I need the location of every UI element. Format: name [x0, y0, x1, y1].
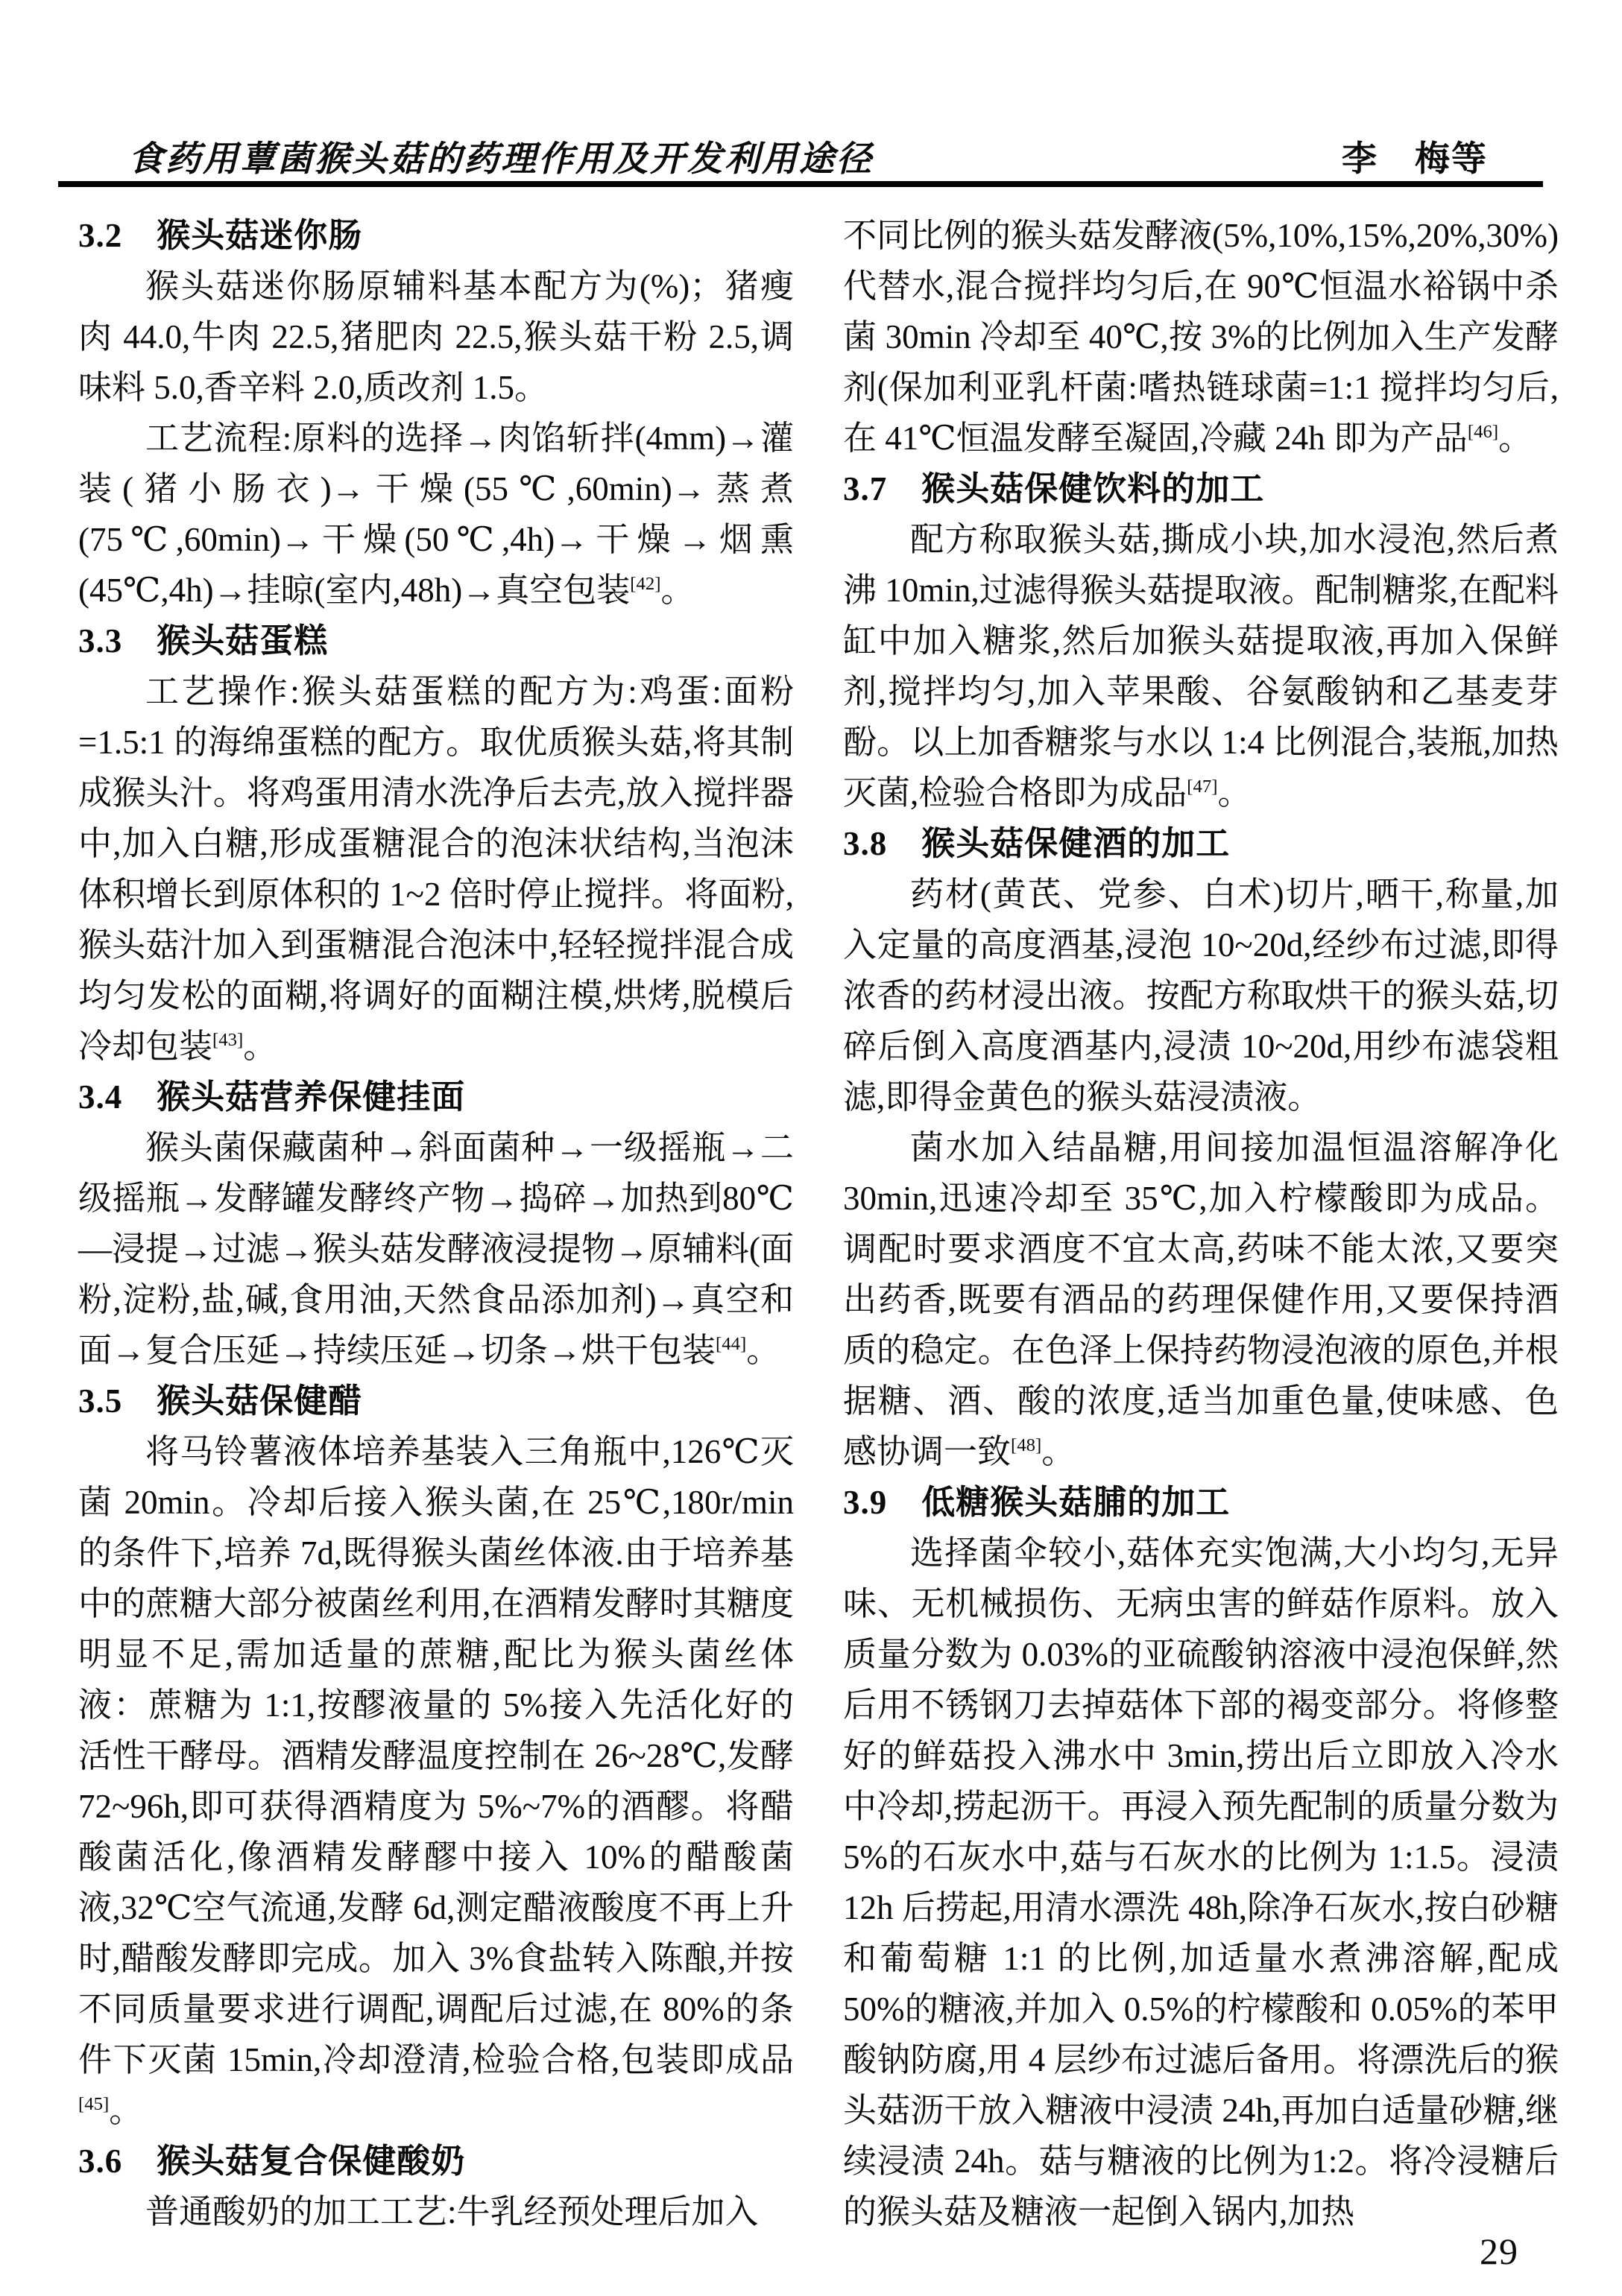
paragraph: 菌水加入结晶糖,用间接加温恒温溶解净化30min,迅速冷却至 35℃,加入柠檬酸即为成品。调配时要求酒度不宜太高,药味不能太浓,又要突出药香,既要有酒品的药理保健作用,又要保持酒质的稳定。在色泽上保持药物浸泡液的原色,并根据糖、酒、酸的浓度,适当加重色量,使味感、色感协调一致[48]。	[843, 1129, 1559, 1470]
section-heading-3.3	[78, 616, 794, 666]
section-title: 低糖猴头菇脯的加工	[921, 1484, 1231, 1521]
section-heading-3.6	[78, 2136, 794, 2186]
section-heading-3.7	[843, 464, 1559, 514]
paragraph: 将马铃薯液体培养基装入三角瓶中,126℃灭菌 20min。冷却后接入猴头菌,在 25℃,180r/min 的条件下,培养 7d,既得猴头菌丝体液.由于培养基中的蔗糖大部分被菌丝利用,在酒精发酵时其糖度明显不足,需加适量的蔗糖,配比为猴头菌丝体液：蔗糖为 1:1,按醪液量的 5%接入先活化好的活性干酵母。酒精发酵温度控制在 26~28℃,发酵 72~96h,即可获得酒精度为 5%~7%的酒醪。将醋酸菌活化,像酒精发酵醪中接入 10%的醋酸菌液,32℃空气流通,发酵 6d,测定醋液酸度不再上升时,醋酸发酵即完成。加入 3%食盐转入陈酿,并按不同质量要求进行调配,调配后过滤,在 80%的条件下灭菌 15min,冷却澄清,检验合格,包装即成品[45]。	[78, 1433, 794, 2129]
section-number: 3.7	[843, 470, 888, 507]
section-heading-3.8	[843, 818, 1559, 869]
reference-marker: [45]	[78, 2094, 110, 2114]
section-title: 猴头菇营养保健挂面	[157, 1078, 466, 1116]
paragraph: 工艺操作:猴头菇蛋糕的配方为:鸡蛋:面粉=1.5:1 的海绵蛋糕的配方。取优质猴头菇,将其制成猴头汁。将鸡蛋用清水洗净后去壳,放入搅拌器中,加入白糖,形成蛋糖混合的泡沫状结构,当泡沫体积增长到原体积的 1~2 倍时停止搅拌。将面粉,猴头菇汁加入到蛋糖混合泡沫中,轻轻搅拌混合成均匀发松的面糊,将调好的面糊注模,烘烤,脱模后冷却包装[43]。	[78, 673, 794, 1065]
running-head-title: 食药用蕈菌猴头菇的药理作用及开发利用途径	[128, 140, 874, 179]
section-title: 猴头菇保健饮料的加工	[921, 470, 1265, 507]
section-number: 3.8	[843, 825, 888, 862]
reference-marker: [47]	[1187, 777, 1218, 797]
paragraph: 选择菌伞较小,菇体充实饱满,大小均匀,无异味、无机械损伤、无病虫害的鲜菇作原料。放入质量分数为 0.03%的亚硫酸钠溶液中浸泡保鲜,然后用不锈钢刀去掉菇体下部的褐变部分。将修整好的鲜菇投入沸水中 3min,捞出后立即放入冷水中冷却,捞起沥干。再浸入预先配制的质量分数为 5%的石灰水中,菇与石灰水的比例为 1:1.5。浸渍 12h 后捞起,用清水漂洗 48h,除净石灰水,按白砂糖和葡萄糖 1:1 的比例,加适量水煮沸溶解,配成 50%的糖液,并加入 0.5%的柠檬酸和 0.05%的苯甲酸钠防腐,用 4 层纱布过滤后备用。将漂洗后的猴头菇沥干放入糖液中浸渍 24h,再加白适量砂糖,继续浸渍 24h。菇与糖液的比例为1:2。将冷浸糖后的猴头菇及糖液一起倒入锅内,加热	[843, 1534, 1559, 2230]
section-number: 3.5	[78, 1382, 123, 1420]
section-title: 猴头菇保健醋	[157, 1382, 363, 1420]
reference-marker: [48]	[1011, 1435, 1042, 1455]
reference-marker: [44]	[716, 1334, 747, 1354]
two-column-body	[78, 210, 1559, 2237]
right-column	[843, 210, 1559, 2237]
paragraph: 猴头菇迷你肠原辅料基本配方为(%)；猪瘦肉 44.0,牛肉 22.5,猪肥肉 22.5,猴头菇干粉 2.5,调味料 5.0,香辛料 2.0,质改剂 1.5。	[78, 268, 794, 406]
reference-marker: [42]	[630, 574, 661, 594]
section-title: 猴头菇迷你肠	[157, 217, 363, 254]
paragraph: 配方称取猴头菇,撕成小块,加水浸泡,然后煮沸 10min,过滤得猴头菇提取液。配制糖浆,在配料缸中加入糖浆,然后加猴头菇提取液,再加入保鲜剂,搅拌均匀,加入苹果酸、谷氨酸钠和乙基麦芽酚。以上加香糖浆与水以 1:4 比例混合,装瓶,加热灭菌,检验合格即为成品[47]。	[843, 521, 1559, 812]
left-column	[78, 210, 794, 2237]
section-number: 3.3	[78, 622, 123, 660]
header-divider-rule	[58, 181, 1543, 187]
section-number: 3.6	[78, 2142, 123, 2180]
paragraph: 不同比例的猴头菇发酵液(5%,10%,15%,20%,30%)代替水,混合搅拌均匀后,在 90℃恒温水裕锅中杀菌 30min 冷却至 40℃,按 3%的比例加入生产发酵剂(保加利亚乳杆菌:嗜热链球菌=1:1 搅拌均匀后,在 41℃恒温发酵至凝固,冷藏 24h 即为产品[46]。	[843, 217, 1559, 457]
paragraph: 药材(黄芪、党参、白术)切片,晒干,称量,加入定量的高度酒基,浸泡 10~20d,经纱布过滤,即得浓香的药材浸出液。按配方称取烘干的猴头菇,切碎后倒入高度酒基内,浸渍 10~20d,用纱布滤袋粗滤,即得金黄色的猴头菇浸渍液。	[843, 876, 1559, 1116]
section-heading-3.2	[78, 210, 794, 261]
section-heading-3.9	[843, 1477, 1559, 1528]
section-number: 3.9	[843, 1484, 888, 1521]
paragraph: 工艺流程:原料的选择→肉馅斩拌(4mm)→灌装(猪小肠衣)→干燥(55℃,60min)→蒸煮(75℃,60min)→干燥(50℃,4h)→干燥→烟熏(45℃,4h)→挂晾(室内,48h)→真空包装[42]。	[78, 420, 794, 609]
paragraph: 猴头菌保藏菌种→斜面菌种→一级摇瓶→二级摇瓶→发酵罐发酵终产物→捣碎→加热到80℃—浸提→过滤→猴头菇发酵液浸提物→原辅料(面粉,淀粉,盐,碱,食用油,天然食品添加剂)→真空和面→复合压延→持续压延→切条→烘干包装[44]。	[78, 1129, 794, 1369]
section-title: 猴头菇复合保健酸奶	[157, 2142, 466, 2180]
reference-marker: [46]	[1467, 422, 1499, 442]
section-number: 3.4	[78, 1078, 123, 1116]
section-number: 3.2	[78, 217, 123, 254]
section-heading-3.4	[78, 1072, 794, 1122]
section-title: 猴头菇保健酒的加工	[921, 825, 1231, 862]
reference-marker: [43]	[212, 1030, 244, 1050]
section-heading-3.5	[78, 1376, 794, 1426]
running-head-author: 李 梅等	[1342, 140, 1488, 179]
section-title: 猴头菇蛋糕	[157, 622, 329, 660]
page-number: 29	[1480, 2230, 1518, 2272]
paragraph: 普通酸奶的加工工艺:牛乳经预处理后加入	[145, 2193, 759, 2230]
